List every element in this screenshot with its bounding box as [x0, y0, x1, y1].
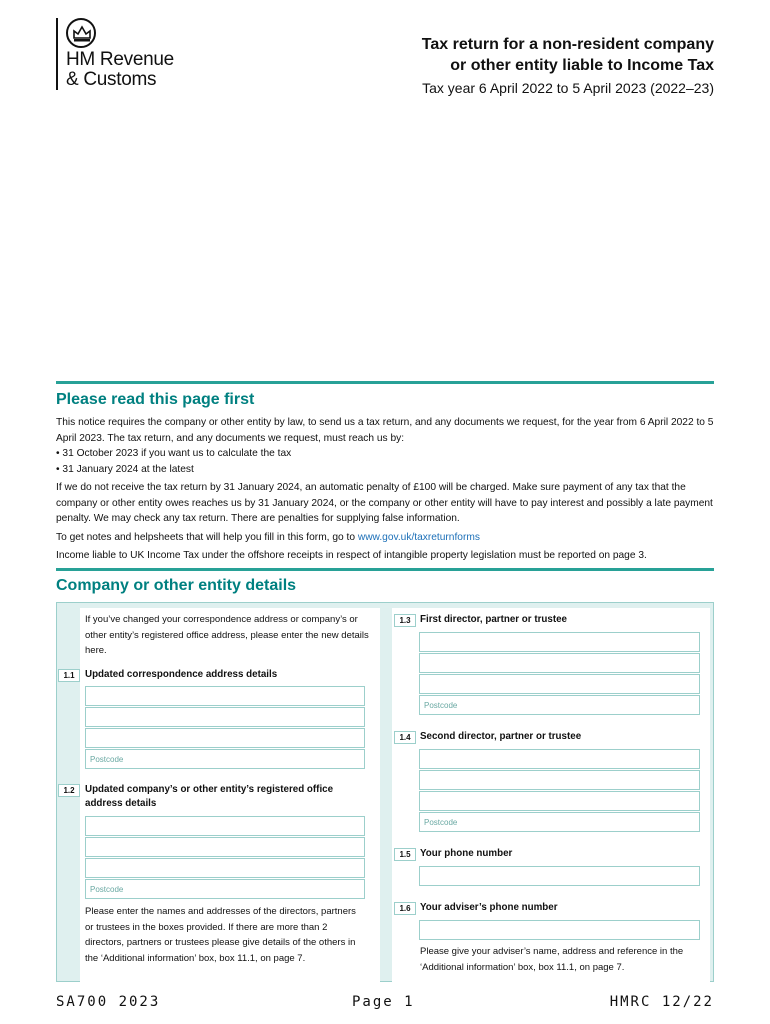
- registered-office-line-1[interactable]: [85, 816, 365, 836]
- section-rule: [56, 568, 714, 571]
- first-director-line-3[interactable]: [419, 674, 700, 694]
- registered-office-line-3[interactable]: [85, 858, 365, 878]
- q1-4-label: Second director, partner or trustee: [420, 731, 582, 742]
- royal-crest-icon: [66, 18, 96, 48]
- q1-6-number: 1.6: [394, 902, 416, 915]
- q1-1-label: Updated correspondence address details: [85, 669, 278, 680]
- read-first-heading: Please read this page first: [56, 391, 255, 408]
- adviser-phone-field[interactable]: [419, 920, 700, 940]
- tax-year: Tax year 6 April 2022 to 5 April 2023 (2022–23): [422, 80, 714, 96]
- notice-para-3: [56, 530, 716, 546]
- correspondence-postcode-field[interactable]: Postcode: [85, 749, 365, 769]
- form-title-line-2: or other entity liable to Income Tax: [450, 57, 714, 74]
- correspondence-address-line-1[interactable]: [85, 686, 365, 706]
- phone-number-field[interactable]: [419, 866, 700, 886]
- q1-5-label: Your phone number: [420, 848, 513, 859]
- form-title-block: [422, 34, 714, 98]
- logo-line-1: HM Revenue: [66, 49, 174, 70]
- q1-3-label: First director, partner or trustee: [420, 614, 567, 625]
- form-version: HMRC 12/22: [609, 994, 714, 1010]
- registered-office-postcode-field[interactable]: Postcode: [85, 879, 365, 899]
- adviser-note: Please give your adviser’s name, address and reference in the ‘Additional information’ box, box 11.1, on page 7.: [420, 946, 684, 973]
- q1-4-number: 1.4: [394, 731, 416, 744]
- second-director-line-1[interactable]: [419, 749, 700, 769]
- first-director-line-1[interactable]: [419, 632, 700, 652]
- q1-6-label: Your adviser’s phone number: [420, 902, 558, 913]
- details-intro: If you’ve changed your correspondence address or company’s or other entity’s registered office address, please enter the new details here.: [85, 614, 369, 656]
- hmrc-logo: [56, 18, 174, 90]
- second-director-postcode-field[interactable]: Postcode: [419, 812, 700, 832]
- form-id: SA700 2023: [56, 994, 161, 1010]
- form-title-line-1: Tax return for a non-resident company: [421, 36, 714, 53]
- taxreturnforms-link[interactable]: www.gov.uk/taxreturnforms: [357, 531, 480, 543]
- directors-note: Please enter the names and addresses of the directors, partners or trustees in the boxes provided. If there are more than 2 directors, partners or trustees please give details of the others in the ‘Additional information’ box, box 11.1, on page 7.: [85, 906, 356, 964]
- section-rule: [56, 381, 714, 384]
- correspondence-address-line-3[interactable]: [85, 728, 365, 748]
- deadline-item: • 31 October 2023 if you want us to calculate the tax: [56, 446, 716, 462]
- notice-para-2: If we do not receive the tax return by 31 January 2024, an automatic penalty of £100 will be charged. Make sure payment of any tax that the company or other entity owes reaches us by 31 January 2024, or the company or other entity will have to pay interest and possibly a late payment penalty. We may check any tax return. There are penalties for supplying false information.: [56, 482, 713, 524]
- notice-para-3-text: To get notes and helpsheets that will help you fill in this form, go to: [56, 531, 358, 543]
- notice-para-4: Income liable to UK Income Tax under the offshore receipts in respect of intangible property legislation must be reported on page 3.: [56, 550, 647, 561]
- page-number: Page 1: [352, 994, 415, 1010]
- read-first-notice: [56, 415, 716, 567]
- q1-3-number: 1.3: [394, 614, 416, 627]
- second-director-line-2[interactable]: [419, 770, 700, 790]
- deadline-item: • 31 January 2024 at the latest: [56, 462, 716, 478]
- details-heading: Company or other entity details: [56, 577, 297, 594]
- registered-office-line-2[interactable]: [85, 837, 365, 857]
- correspondence-address-line-2[interactable]: [85, 707, 365, 727]
- first-director-line-2[interactable]: [419, 653, 700, 673]
- q1-1-number: 1.1: [58, 669, 80, 682]
- second-director-line-3[interactable]: [419, 791, 700, 811]
- notice-para-1: This notice requires the company or other entity by law, to send us a tax return, and any documents we request, for the year from 6 April 2022 to 5 April 2023. The tax return, and any documents we request, must reach us by:: [56, 417, 714, 444]
- q1-2-number: 1.2: [58, 784, 80, 797]
- deadline-list: [56, 446, 716, 477]
- q1-2-label: Updated company’s or other entity’s registered office address details: [85, 784, 334, 809]
- first-director-postcode-field[interactable]: Postcode: [419, 695, 700, 715]
- q1-5-number: 1.5: [394, 848, 416, 861]
- logo-line-2: & Customs: [66, 69, 157, 90]
